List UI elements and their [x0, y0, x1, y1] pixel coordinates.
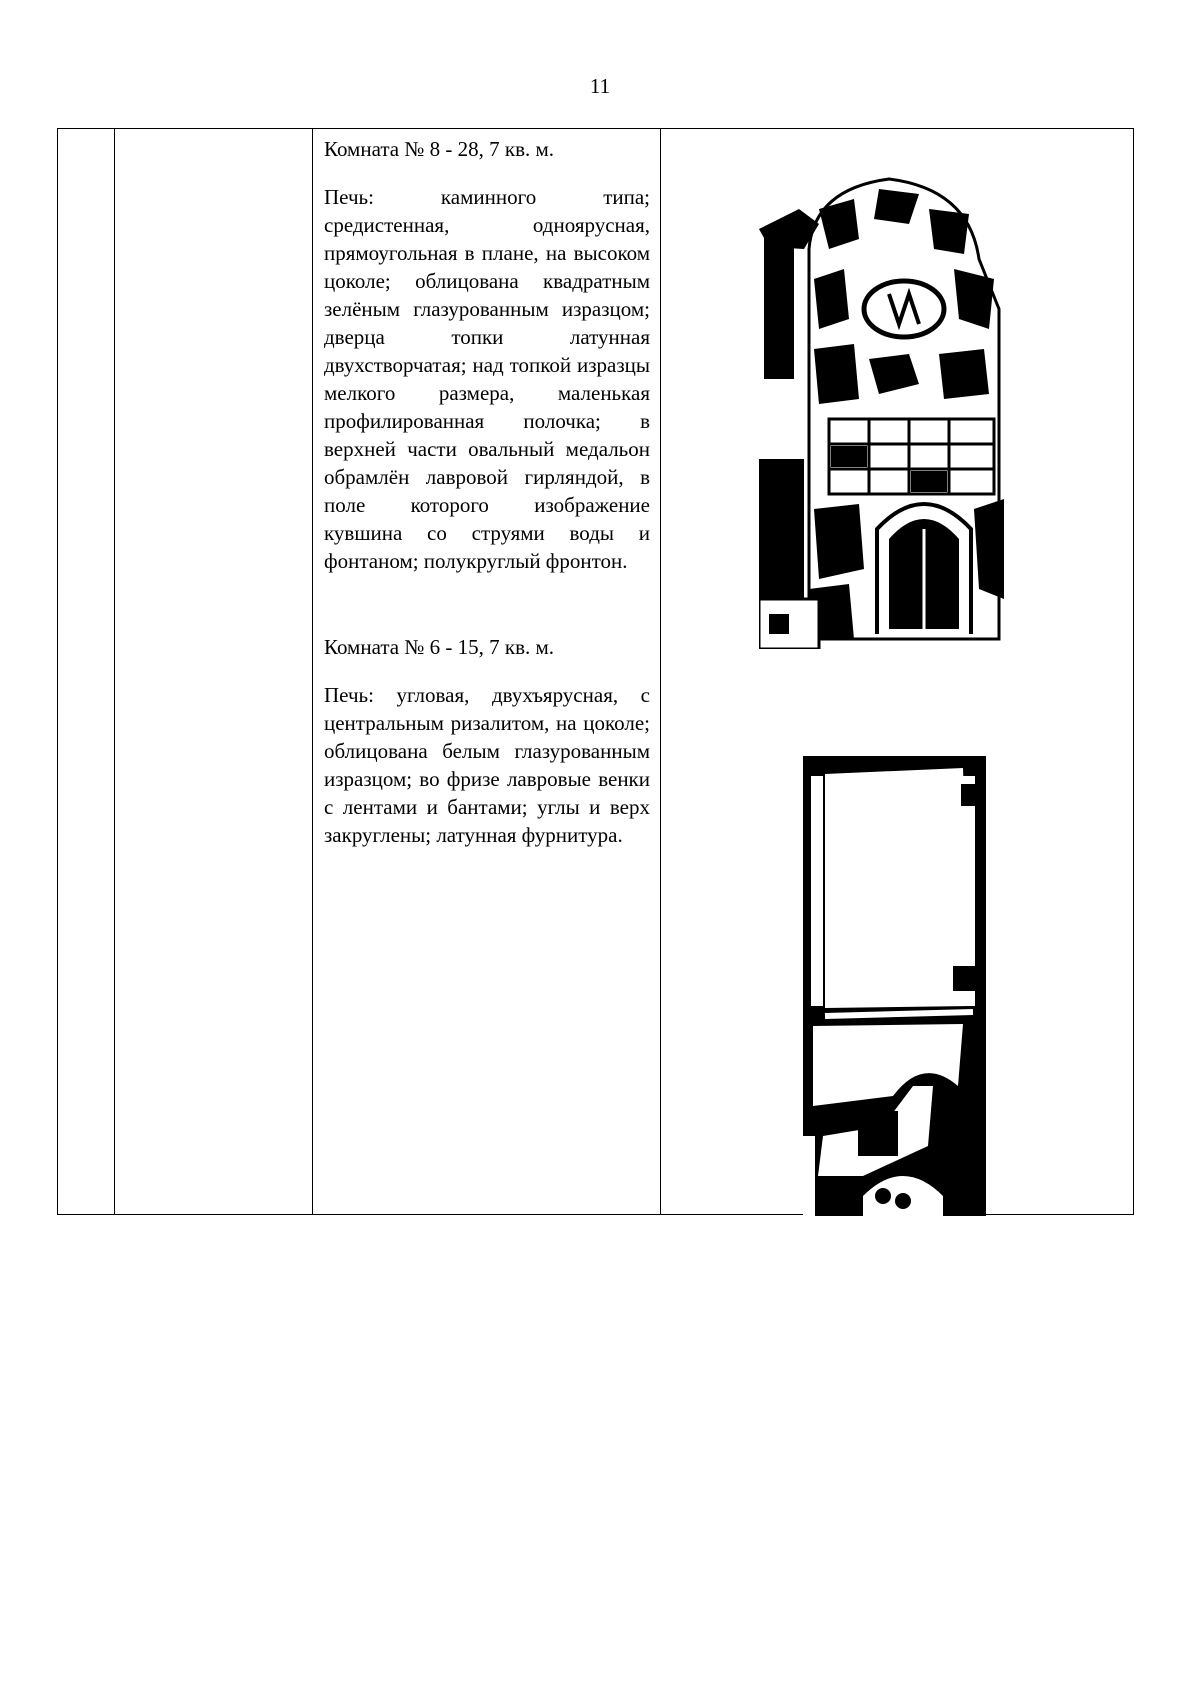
- room-6-stove-description: Печь: угловая, двухъярусная, с центральным ризалитом, на цоколе; облицована белым глазурованным изразцом; во фризе лавровые венки с лентами и бантами; углы и верх закруглены; латунная фурнитура.: [324, 683, 650, 847]
- number-cell: [58, 129, 115, 1215]
- room-8-heading: Комната № 8 - 28, 7 кв. м.: [324, 137, 555, 161]
- room-8-stove-description: Печь: каминного типа; средистенная, одноярусная, прямоугольная в плане, на высоком цоколе; облицована квадратным зелёным глазурованным изразцом; дверца топки латунная двухстворчатая; над топкой изразцы мелкого размера, маленькая профилированная полочка; в верхней части овальный медальон обрамлён лавровой гирляндой, в поле которого изображение кувшина со струями воды и фонтаном; полукруглый фронтон.: [324, 185, 650, 573]
- room-6-stove-photo: [803, 756, 986, 1216]
- room-8-stove-photo: [759, 169, 1024, 649]
- table-row: [58, 129, 1134, 1215]
- page-number: 11: [589, 74, 611, 98]
- heritage-object-table: [57, 128, 1134, 1215]
- description-cell: [313, 129, 661, 1215]
- object-name-cell: [115, 129, 313, 1215]
- room-6-heading: Комната № 6 - 15, 7 кв. м.: [324, 635, 555, 659]
- photo-cell: [661, 129, 1134, 1215]
